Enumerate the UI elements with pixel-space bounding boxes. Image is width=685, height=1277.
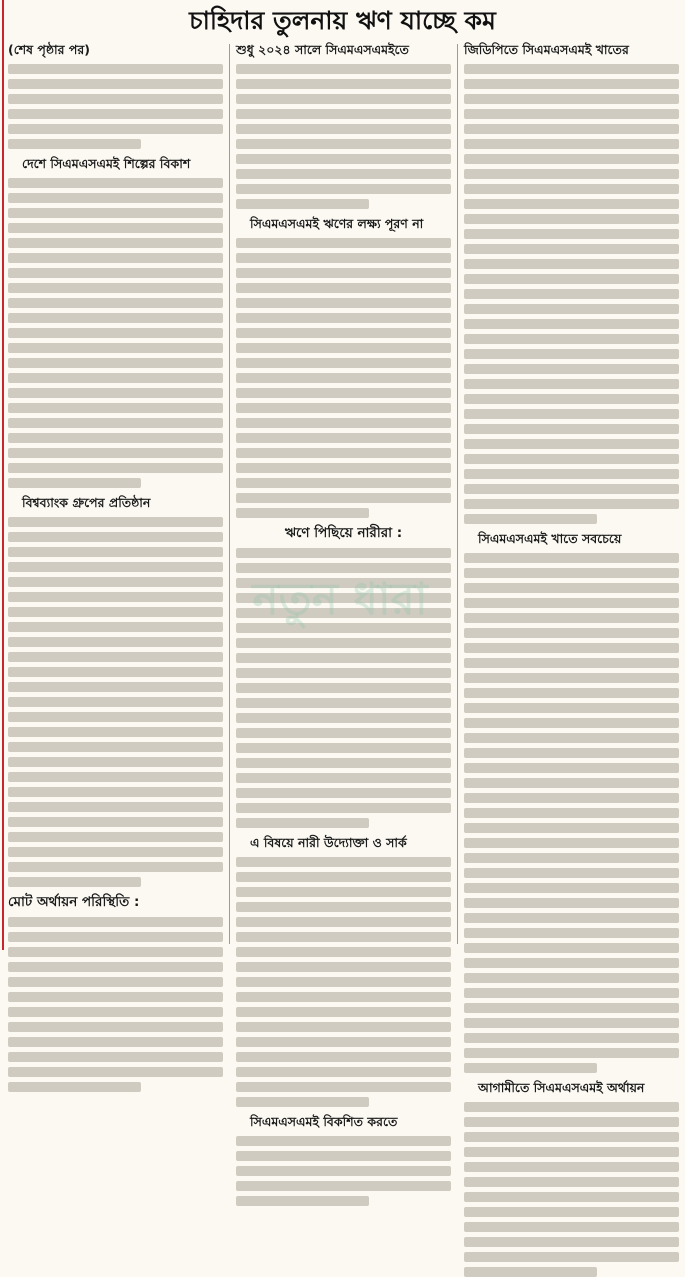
body-text-line [236,268,451,278]
body-text-line [8,682,223,692]
body-text-line [464,808,679,818]
paragraph-lead-text: সিএমএসএমই বিকশিত করতে [250,1114,398,1129]
body-text-line [8,992,223,1002]
body-text-line [8,832,223,842]
body-text-line [236,803,451,813]
body-text-line [464,883,679,893]
body-text-line [464,958,679,968]
body-text-line [236,1166,451,1176]
body-text-line [464,139,679,149]
paragraph-lead-text: এ বিষয়ে নারী উদ্যোক্তা ও সার্ক [250,835,407,850]
body-text-line [464,1237,679,1247]
body-text-line [8,343,223,353]
body-text-line [236,418,451,428]
body-text-line [236,818,369,828]
body-text-line [8,637,223,647]
body-text-line [236,977,451,987]
body-text-line [8,358,223,368]
article-paragraph [236,40,451,209]
publication-watermark: নতুন ধারা [252,574,428,625]
body-text-line [464,364,679,374]
body-text-line [8,847,223,857]
body-text-line [464,349,679,359]
article-headline: চাহিদার তুলনায় ঋণ যাচ্ছে কম [189,6,496,35]
body-text-line [464,913,679,923]
body-text-line [236,448,451,458]
body-text-line [8,1007,223,1017]
body-text-line [236,1196,369,1206]
body-text-line [8,562,223,572]
body-text-line [464,598,679,608]
body-text-line [236,638,451,648]
body-text-line [8,712,223,722]
body-text-line [236,653,451,663]
body-text-line [8,727,223,737]
body-text-line [236,992,451,1002]
body-text-line [8,1037,223,1047]
body-text-line [464,1117,679,1127]
body-text-line [8,328,223,338]
body-text-line [236,1181,451,1191]
body-text-line [464,1147,679,1157]
body-text-line [464,1267,597,1277]
body-text-line [236,154,451,164]
body-text-line [464,334,679,344]
body-text-line [236,358,451,368]
body-text-line [464,154,679,164]
paragraph-lead-text: (শেষ পৃষ্ঠার পর) [8,42,90,57]
body-text-line [464,898,679,908]
body-text-line [464,304,679,314]
section-subheading: মোট অর্থায়ন পরিস্থিতি : [8,894,140,910]
body-text-line [236,947,451,957]
article-paragraph [8,892,223,1092]
body-text-line [8,577,223,587]
body-text-line [8,757,223,767]
body-text-line [8,917,223,927]
body-text-line [236,887,451,897]
body-text-line [236,124,451,134]
article-paragraph [236,833,451,1107]
body-text-line [236,79,451,89]
body-text-line [8,877,141,887]
body-text-line [464,973,679,983]
section-subheading: ঋণে পিছিয়ে নারীরা : [284,525,403,541]
body-text-line [8,592,223,602]
body-text-line [236,1067,451,1077]
body-text-line [236,1007,451,1017]
body-text-line [464,853,679,863]
body-text-line [8,1067,223,1077]
body-text-line [236,857,451,867]
body-text-line [8,862,223,872]
body-text-line [236,932,451,942]
body-text-line [464,64,679,74]
body-text-line [464,394,679,404]
article-paragraph [236,214,451,518]
body-text-line [464,673,679,683]
body-text-line [8,268,223,278]
body-text-line [236,713,451,723]
paragraph-lead-text: সিএমএসএমই খাতে সবচেয়ে [478,531,622,546]
body-text-line [464,229,679,239]
body-text-line [236,1022,451,1032]
body-text-line [464,319,679,329]
body-text-line [8,178,223,188]
body-text-line [464,379,679,389]
body-text-line [464,439,679,449]
body-text-line [236,1037,451,1047]
article-paragraph [8,493,223,887]
body-text-line [236,788,451,798]
body-text-line [8,283,223,293]
body-text-line [8,253,223,263]
body-text-line [236,373,451,383]
article-column-1 [8,40,223,945]
body-text-line [236,508,369,518]
article-paragraph [464,40,679,524]
body-text-line [8,193,223,203]
body-text-line [464,718,679,728]
body-text-line [236,238,451,248]
body-text-line [464,1003,679,1013]
column-divider [229,44,230,944]
body-text-line [236,493,451,503]
article-paragraph [464,529,679,1073]
body-text-line [8,532,223,542]
body-text-line [236,328,451,338]
body-text-line [464,109,679,119]
body-text-line [464,244,679,254]
body-text-line [8,433,223,443]
paragraph-lead-text: সিএমএসএমই ঋণের লক্ষ্য পূরণ না [250,216,424,231]
paragraph-lead-text: আগামীতে সিএমএসএমই অর্থায়ন [478,1080,645,1095]
paragraph-lead-text: বিশ্বব্যাংক গ্রুপের প্রতিষ্ঠান [22,495,151,510]
article-paragraph [236,1112,451,1206]
body-text-line [464,409,679,419]
body-text-line [464,823,679,833]
body-text-line [236,872,451,882]
body-text-line [236,1136,451,1146]
body-text-line [236,253,451,263]
body-text-line [464,1192,679,1202]
body-text-line [236,1052,451,1062]
body-text-line [8,817,223,827]
body-text-line [464,748,679,758]
article-paragraph [236,523,451,828]
body-text-line [464,943,679,953]
body-text-line [8,1052,223,1062]
body-text-line [8,313,223,323]
body-text-line [464,643,679,653]
paragraph-lead-text: জিডিপিতে সিএমএসএমই খাতের [464,42,629,57]
body-text-line [464,1048,679,1058]
body-text-line [236,917,451,927]
body-text-line [8,742,223,752]
body-text-line [236,478,451,488]
body-text-line [8,109,223,119]
body-text-line [464,199,679,209]
body-text-line [8,932,223,942]
body-text-line [8,697,223,707]
body-text-line [464,1252,679,1262]
body-text-line [236,298,451,308]
body-text-line [8,94,223,104]
body-text-line [464,583,679,593]
body-text-line [8,652,223,662]
body-text-line [464,703,679,713]
body-text-line [464,793,679,803]
body-text-line [236,343,451,353]
page-edge-line [2,0,4,950]
body-text-line [8,208,223,218]
body-text-line [464,1162,679,1172]
body-text-line [464,1222,679,1232]
body-text-line [464,124,679,134]
body-text-line [8,787,223,797]
body-text-line [464,469,679,479]
body-text-line [236,283,451,293]
body-text-line [464,928,679,938]
body-text-line [236,593,451,603]
body-text-line [464,1033,679,1043]
body-text-line [464,484,679,494]
body-text-line [464,169,679,179]
body-text-line [236,169,451,179]
body-text-line [236,623,451,633]
body-text-line [464,1177,679,1187]
body-text-line [464,1207,679,1217]
column-divider [457,44,458,944]
body-text-line [464,1132,679,1142]
body-text-line [8,667,223,677]
body-text-line [236,902,451,912]
body-text-line [236,199,369,209]
body-text-line [236,758,451,768]
body-text-line [236,608,451,618]
body-text-line [464,763,679,773]
body-text-line [236,313,451,323]
body-text-line [464,499,679,509]
body-text-line [8,64,223,74]
body-text-line [236,668,451,678]
body-text-line [464,688,679,698]
body-text-line [236,463,451,473]
body-text-line [8,962,223,972]
body-text-line [464,289,679,299]
body-text-line [8,139,141,149]
body-text-line [8,1082,141,1092]
body-text-line [8,373,223,383]
body-text-line [236,578,451,588]
body-text-line [464,628,679,638]
body-text-line [464,778,679,788]
body-text-line [464,184,679,194]
article-paragraph [8,154,223,488]
body-text-line [8,463,223,473]
body-text-line [8,223,223,233]
article-column-3 [464,40,679,1095]
body-text-line [236,698,451,708]
body-text-line [236,64,451,74]
article-column-2 [236,40,451,1129]
body-text-line [464,274,679,284]
body-text-line [464,553,679,563]
article-paragraph [8,40,223,149]
body-text-line [236,728,451,738]
body-text-line [8,802,223,812]
article-paragraph [464,1078,679,1277]
body-text-line [236,743,451,753]
body-text-line [8,547,223,557]
body-text-line [8,517,223,527]
body-text-line [464,424,679,434]
body-text-line [464,79,679,89]
body-text-line [236,1097,369,1107]
body-text-line [236,184,451,194]
body-text-line [8,79,223,89]
paragraph-lead-text: দেশে সিএমএসএমই শিল্পের বিকাশ [22,156,191,171]
body-text-line [464,613,679,623]
body-text-line [236,683,451,693]
body-text-line [8,607,223,617]
body-text-line [464,568,679,578]
body-text-line [464,1018,679,1028]
body-text-line [8,124,223,134]
body-text-line [236,1082,451,1092]
body-text-line [236,1151,451,1161]
body-text-line [8,298,223,308]
body-text-line [236,773,451,783]
body-text-line [8,403,223,413]
body-text-line [464,454,679,464]
body-text-line [236,433,451,443]
body-text-line [8,388,223,398]
body-text-line [236,94,451,104]
body-text-line [464,259,679,269]
body-text-line [464,658,679,668]
body-text-line [236,403,451,413]
body-text-line [464,988,679,998]
body-text-line [8,947,223,957]
body-text-line [236,563,451,573]
body-text-line [464,838,679,848]
body-text-line [464,214,679,224]
body-text-line [236,109,451,119]
body-text-line [464,733,679,743]
body-text-line [8,448,223,458]
body-text-line [8,622,223,632]
paragraph-lead-text: শুধু ২০২৪ সালে সিএমএসএমইতে [236,42,409,57]
body-text-line [236,548,451,558]
body-text-line [8,478,141,488]
body-text-line [8,238,223,248]
body-text-line [464,514,597,524]
body-text-line [464,868,679,878]
body-text-line [8,772,223,782]
body-text-line [236,962,451,972]
body-text-line [464,94,679,104]
body-text-line [464,1063,597,1073]
body-text-line [8,1022,223,1032]
body-text-line [236,139,451,149]
body-text-line [8,418,223,428]
body-text-line [8,977,223,987]
body-text-line [236,388,451,398]
body-text-line [464,1102,679,1112]
